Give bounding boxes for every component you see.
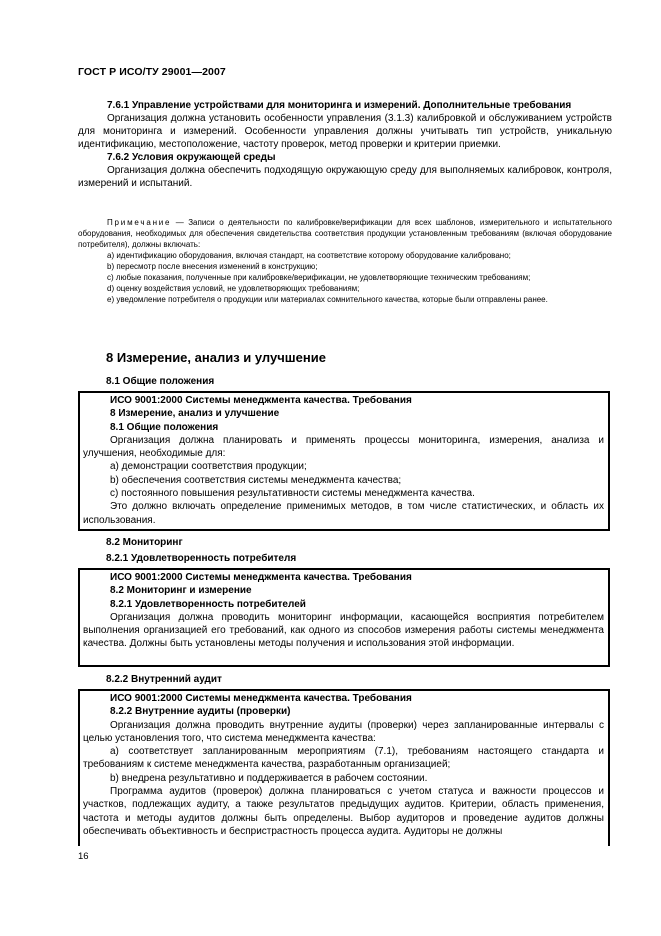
section-8-heading: 8 Измерение, анализ и улучшение	[106, 350, 326, 365]
iso-box-8-2-1-title: ИСО 9001:2000 Системы менеджмента качества. Требования	[110, 572, 412, 583]
note-item-a: a) идентификацию оборудования, включая стандарт, на соответствие которому оборудование калибровано;	[107, 251, 511, 260]
iso-box-8-2-2-title: ИСО 9001:2000 Системы менеджмента качества. Требования	[110, 693, 412, 704]
section-7-6-2-heading: 7.6.2 Условия окружающей среды	[107, 152, 276, 163]
iso-box-8-2-1	[78, 568, 610, 667]
iso-box-8-1	[78, 391, 610, 531]
iso-box-8-2-1-sub2: 8.2.1 Удовлетворенность потребителей	[110, 598, 306, 610]
note-item-b: b) пересмотр после внесения изменений в конструкцию;	[107, 262, 318, 271]
section-7-6-1	[78, 99, 612, 190]
section-7-6-1-heading: 7.6.1 Управление устройствами для мониторинга и измерений. Дополнительные требования	[107, 100, 572, 111]
note-paragraph	[78, 217, 612, 250]
iso-box-8-2-2-item-b: b) внедрена результативно и поддерживается в рабочем состоянии.	[110, 772, 428, 784]
iso-box-8-2-1-text: Организация должна проводить мониторинг информации, касающейся восприятия потребителем выполнения организацией его требований, как одного из способов измерения работы системы менеджмента качества. Должны быть установлены методы получения и использования этой информации.	[83, 611, 604, 650]
iso-box-8-1-sub1: 8 Измерение, анализ и улучшение	[110, 408, 280, 420]
section-8-2-2-heading: 8.2.2 Внутренний аудит	[106, 674, 222, 685]
note-item-e: e) уведомление потребителя о продукции или материалах сомнительного качества, которые были отправлены ранее.	[107, 295, 548, 304]
iso-box-8-2-2-item-a: a) соответствует запланированным мероприятиям (7.1), требованиям настоящего стандарта и требованиям к системе менеджмента качества, разработанным организацией;	[83, 746, 604, 771]
iso-box-8-2-2-text: Организация должна проводить внутренние аудиты (проверки) через запланированные интервалы с целью установления того, что система менеджмента качества:	[83, 719, 604, 744]
iso-box-8-2-1-sub1: 8.2 Мониторинг и измерение	[110, 585, 252, 597]
iso-box-8-1-item-b: b) обеспечения соответствия системы менеджмента качества;	[110, 474, 402, 486]
document-header: ГОСТ Р ИСО/ТУ 29001—2007	[78, 66, 226, 78]
iso-box-8-1-item-a: a) демонстрации соответствия продукции;	[110, 461, 307, 473]
section-7-6-2-text: Организация должна обеспечить подходящую окружающую среду для выполняемых калибровок, контроля, измерений и испытаний.	[78, 165, 612, 189]
iso-box-8-2-2	[78, 689, 610, 846]
iso-box-8-1-text: Организация должна планировать и применять процессы мониторинга, измерения, анализа и улучшения, необходимые для:	[83, 434, 604, 460]
iso-box-8-1-title: ИСО 9001:2000 Системы менеджмента качества. Требования	[110, 395, 412, 406]
iso-box-8-2-2-text-2: Программа аудитов (проверок) должна планироваться с учетом статуса и важности процессов и участков, подлежащих аудиту, а также результатов предыдущих аудитов. Критерии, область применения, частота и методы аудитов должны быть определены. Выбор аудиторов и проведение аудитов должны обеспечивать объективность и беспристрастность процесса аудита. Аудиторы не должны	[83, 786, 604, 837]
iso-box-8-1-text-2: Это должно включать определение применимых методов, в том числе статистических, и область их использования.	[83, 501, 604, 526]
note-block	[78, 217, 612, 305]
iso-box-8-1-sub2: 8.1 Общие положения	[110, 421, 219, 433]
note-text: — Записи о деятельности по калибровке/верификации для всех шаблонов, измерительного и испытательного оборудования, необходимых для обеспечения свидетельства соответствия продукции установленным требованиям (включая оборудование потребителя), должны включать:	[78, 218, 612, 249]
note-item-c: c) любые показания, полученные при калибровке/верификации, не удовлетворяющие техническим требованиям;	[107, 273, 531, 282]
iso-box-8-1-item-c: c) постоянного повышения результативности системы менеджмента качества.	[110, 488, 475, 500]
section-7-6-1-text: Организация должна установить особенности управления (3.1.3) калибровкой и обслуживанием устройств для мониторинга и измерений. Особенности управления должны учитывать тип устройств, уникальную идентификацию, местоположение, частоту проверок, метод проверки и критерии приемки.	[78, 113, 612, 150]
section-8-2-1-heading: 8.2.1 Удовлетворенность потребителя	[106, 553, 297, 564]
note-item-d: d) оценку воздействия условий, не удовлетворяющих требованиям;	[107, 284, 360, 293]
section-8-1-heading: 8.1 Общие положения	[106, 376, 215, 387]
note-label: Примечание	[107, 218, 172, 227]
iso-box-8-2-2-sub1: 8.2.2 Внутренние аудиты (проверки)	[110, 706, 291, 718]
section-8-2-heading: 8.2 Мониторинг	[106, 537, 183, 548]
page-number: 16	[78, 851, 89, 862]
